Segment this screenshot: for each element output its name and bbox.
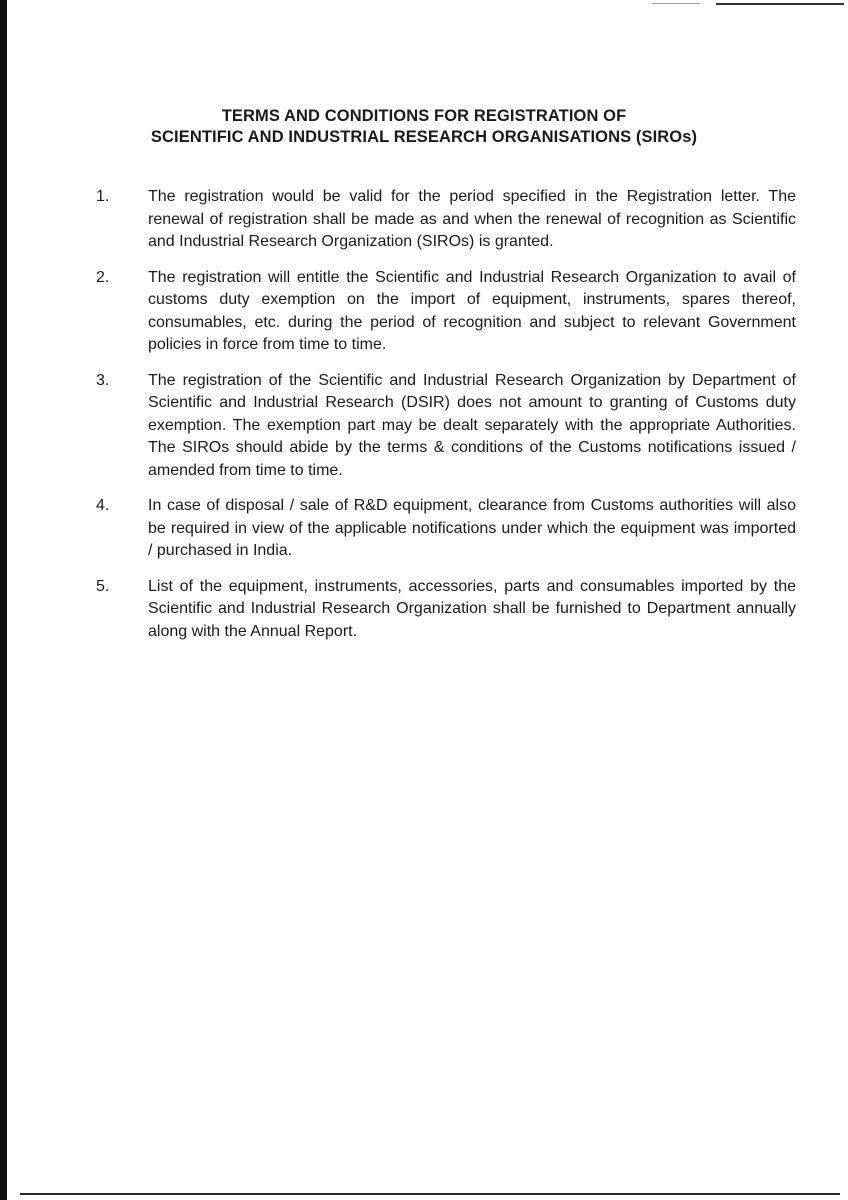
term-text: The registration would be valid for the period specified in the Registration letter. The renewal of registration shall be made as and when the renewal of recognition as Scientific and Industrial Research Organization (SIROs) is granted. [148,188,796,250]
terms-list [96,186,796,656]
term-text: In case of disposal / sale of R&D equipment, clearance from Customs authorities will also be required in view of the applicable notifications under which the equipment was imported / purchased in India. [148,497,796,559]
term-item [96,576,796,644]
term-number: 3. [96,371,110,389]
term-number: 1. [96,188,110,205]
term-item [96,370,796,483]
scan-mark-top [716,3,844,5]
term-item [96,495,796,563]
scan-mark-top [652,3,700,4]
term-text: The registration of the Scientific and Industrial Research Organization by Department of Scientific and Industrial Research (DSIR) does not amount to granting of Customs duty exemption. The exemption part may be dealt separately with the appropriate Authorities. The SIROs should abide by the terms & conditions of the Customs notifications issued / amended from time to time. [148,371,796,479]
term-item [96,267,796,357]
term-number: 5. [96,577,110,595]
term-number: 4. [96,497,110,514]
scan-edge-left [0,0,7,1200]
page-title [100,106,748,148]
term-item [96,186,796,254]
title-line-1: TERMS AND CONDITIONS FOR REGISTRATION OF [221,107,627,125]
term-number: 2. [96,268,110,286]
term-text: List of the equipment, instruments, accessories, parts and consumables imported by the Scientific and Industrial Research Organization shall be furnished to Department annually along with the Annual Report. [148,577,796,640]
term-text: The registration will entitle the Scientific and Industrial Research Organization to avail of customs duty exemption on the import of equipment, instruments, spares thereof, consumables, etc. during the period of recognition and subject to relevant Government policies in force from time to time. [148,268,796,353]
scan-edge-bottom [20,1193,840,1195]
title-line-2: SCIENTIFIC AND INDUSTRIAL RESEARCH ORGANISATIONS (SIROs) [150,128,698,146]
